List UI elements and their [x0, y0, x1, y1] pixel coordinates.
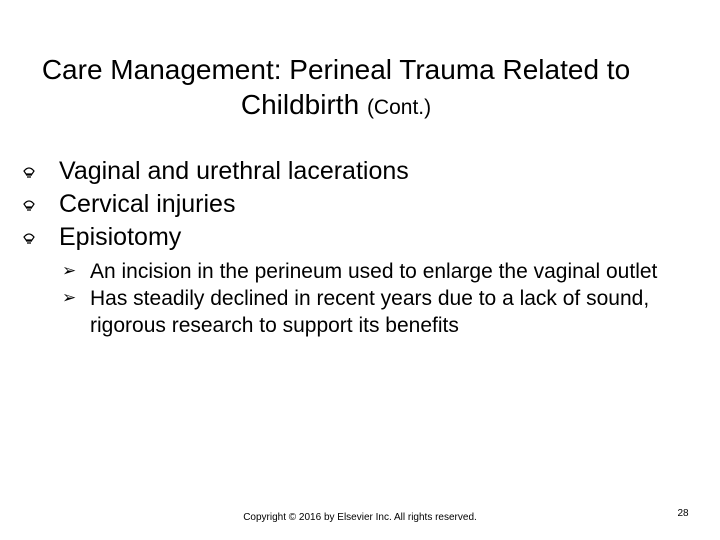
title-main: Care Management: Perineal Trauma Related to Childbirth	[41, 54, 631, 120]
title-suffix: (Cont.)	[366, 96, 432, 119]
copyright-footer: Copyright © 2016 by Elsevier Inc. All rights reserved.	[243, 512, 477, 523]
sub-bullet-list	[62, 258, 662, 339]
sub-bullet-text: An incision in the perineum used to enlarge the vaginal outlet	[90, 260, 658, 283]
sub-bullet-item	[62, 258, 662, 285]
bullet-text: Episiotomy	[59, 223, 182, 251]
bullet-item	[22, 155, 692, 188]
bullet-list	[22, 155, 692, 254]
arrow-bullet-icon: ➢	[62, 288, 77, 308]
bullet-text: Cervical injuries	[59, 190, 236, 218]
sub-bullet-item	[62, 285, 662, 339]
lamp-bullet-icon	[22, 231, 36, 245]
slide-title	[0, 52, 672, 125]
sub-bullet-text: Has steadily declined in recent years due to a lack of sound, rigorous research to support its benefits	[90, 287, 650, 337]
bullet-item	[22, 188, 692, 221]
arrow-bullet-icon: ➢	[62, 261, 77, 281]
page-number: 28	[677, 508, 689, 519]
lamp-bullet-icon	[22, 165, 36, 179]
bullet-text: Vaginal and urethral lacerations	[59, 157, 409, 185]
bullet-item	[22, 221, 692, 254]
lamp-bullet-icon	[22, 198, 36, 212]
